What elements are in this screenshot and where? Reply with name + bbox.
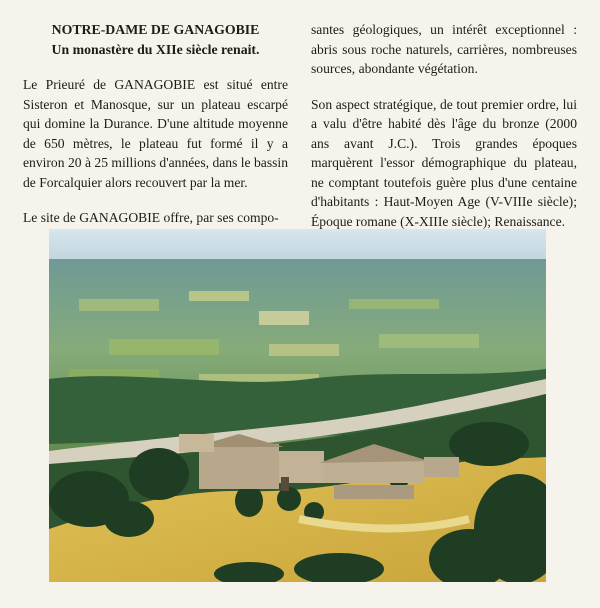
paragraph-site-continued: santes géologiques, un intérêt exceptionnel : abris sous roche naturels, carrières, nombreuses sources, abondante végétation. [311, 22, 577, 76]
paragraph-site-start: Le site de GANAGOBIE offre, par ses compo- [23, 210, 279, 225]
paragraph-location: Le Prieuré de GANAGOBIE est situé entre Sisteron et Manosque, sur un plateau escarpé qui domine la Durance. D'une altitude moyenne de 650 mètres, le plateau fut formé il y a environ 20 à 25 millions d'années, dans le bassin de Forcalquier alors recouvert par la mer. [23, 77, 288, 190]
left-column [23, 20, 288, 228]
article-subtitle: Un monastère du XIIe siècle renait. [51, 41, 260, 57]
aerial-photo-illustration [49, 229, 546, 582]
paragraph-history: Son aspect stratégique, de tout premier ordre, lui a valu d'être habité dès l'âge du bronze (2000 ans avant J.C.). Trois grandes époques marquèrent l'essor démographique du plateau, ne comptant toutefois guère plus d'une centaine d'habitants : Haut-Moyen Age (V-VIIIe siècle); Époque romane (X-XIIIe siècle); Renaissance. [311, 96, 577, 229]
right-column [311, 20, 577, 231]
aerial-photo-monastery [49, 229, 546, 582]
article-title: NOTRE-DAME DE GANAGOBIE [51, 22, 260, 37]
